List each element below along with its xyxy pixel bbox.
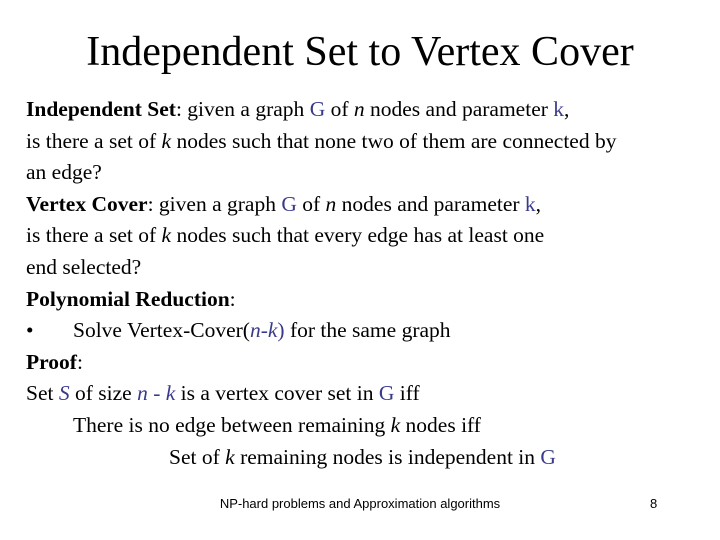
var-S: S [58, 381, 70, 406]
proof-line-2 [26, 410, 706, 442]
var-G: G [309, 97, 326, 121]
text: of [296, 191, 326, 216]
text: Set [26, 381, 59, 406]
text: There is no edge between remaining [73, 412, 391, 437]
var-n: n [353, 97, 365, 121]
text: an edge? [26, 160, 102, 185]
text: : [76, 349, 83, 374]
term-proof: Proof [26, 349, 77, 374]
bullet-icon: • [26, 318, 34, 343]
page-number: 8 [650, 496, 658, 511]
text: ) [277, 318, 285, 343]
var-n: n [325, 191, 337, 216]
text: , [535, 191, 542, 216]
term-independent-set: Independent Set [26, 97, 176, 121]
text: for the same graph [284, 318, 451, 343]
var-k: k [161, 223, 172, 248]
var-k: k [390, 412, 401, 437]
independent-set-definition-line [26, 94, 706, 126]
var-n-minus-k: n - k [137, 381, 176, 406]
vertex-cover-definition-line [26, 189, 706, 221]
text: end selected? [26, 254, 142, 279]
text: Solve Vertex-Cover( [73, 318, 250, 343]
text: nodes and parameter [364, 97, 554, 121]
text: : given a graph [147, 191, 282, 216]
text: nodes iff [400, 412, 481, 437]
var-G: G [378, 381, 395, 406]
var-k: k [225, 444, 235, 469]
text: is a vertex cover set in [175, 381, 379, 406]
slide-title: Independent Set to Vertex Cover [86, 29, 634, 75]
text: nodes such that none two of them are connected by [171, 128, 617, 153]
var-k: k [553, 97, 565, 121]
text: nodes and parameter [336, 191, 525, 216]
var-G: G [281, 191, 297, 216]
text: remaining nodes is independent in [234, 444, 541, 469]
text: , [564, 97, 570, 121]
text: : given a graph [175, 97, 310, 121]
term-polynomial-reduction: Polynomial Reduction [26, 286, 230, 311]
slide-body [26, 94, 706, 473]
reduction-bullet-item [26, 315, 706, 347]
polynomial-reduction-heading [26, 284, 706, 316]
text: is there a set of [26, 128, 162, 153]
text: nodes such that every edge has at least one [171, 223, 545, 248]
independent-set-question-end [26, 157, 706, 189]
text: is there a set of [26, 223, 162, 248]
text: : [229, 286, 236, 311]
text: of size [69, 381, 138, 406]
var-n-minus-k: n-k [249, 318, 278, 343]
slide-footer: NP-hard problems and Approximation algorithms [219, 496, 501, 511]
vertex-cover-question-line [26, 220, 706, 252]
var-G: G [540, 444, 556, 469]
proof-heading [26, 347, 706, 379]
text: of [325, 97, 354, 121]
proof-line-3 [26, 442, 706, 474]
text: Set of [169, 444, 226, 469]
term-vertex-cover: Vertex Cover [26, 191, 148, 216]
proof-line-1 [26, 378, 706, 410]
text: iff [394, 381, 420, 406]
var-k: k [161, 128, 172, 153]
independent-set-question-line [26, 126, 706, 158]
vertex-cover-question-end [26, 252, 706, 284]
var-k: k [524, 191, 536, 216]
